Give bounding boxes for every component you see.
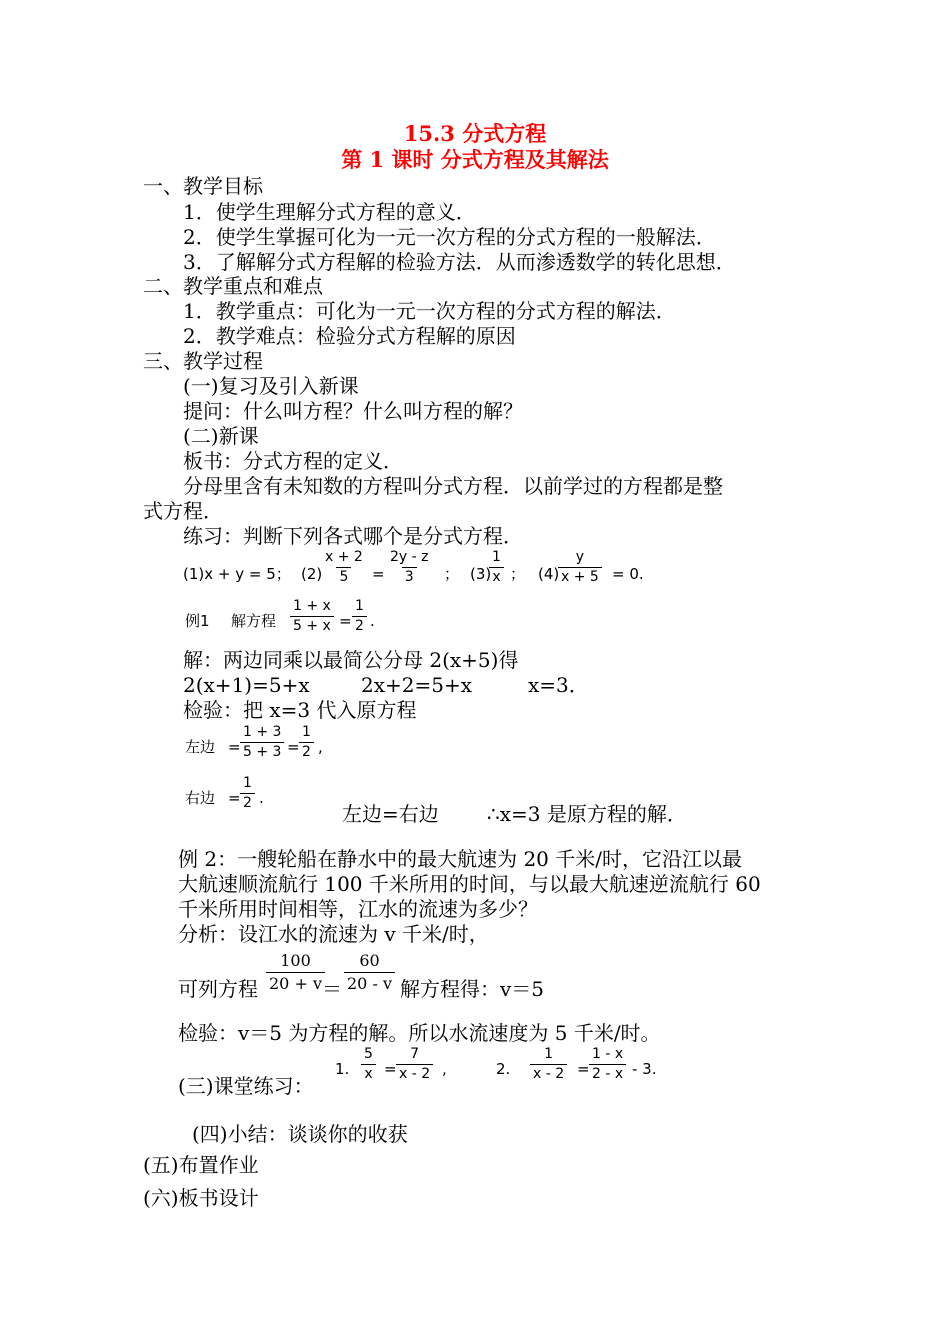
practice-number: 1. [335, 1060, 350, 1078]
board-design-line: (六)板书设计 [143, 1186, 259, 1210]
equals-sign: = [384, 1060, 397, 1078]
section-heading-keypoints: 二、教学重点和难点 [143, 274, 323, 298]
separator: ； [444, 565, 460, 583]
formula-1: (1)x + y = 5； [183, 565, 291, 583]
example2-line: 例 2：一艘轮船在静水中的最大航速为 20 千米/时，它沿江以最 [178, 847, 742, 871]
solution-step: 2x+2=5+x [361, 673, 473, 697]
board-text: 板书：分式方程的定义． [183, 449, 403, 473]
fraction: $\frac{5}{x}$ [361, 1046, 376, 1083]
equals-sign: ＝ [322, 977, 342, 1001]
solution-step: x=3． [528, 673, 589, 697]
definition-line: 式方程． [143, 499, 223, 523]
keypoint-item: 2．教学难点：检验分式方程解的原因 [183, 324, 516, 348]
exercise-prompt: 练习：判断下列各式哪个是分式方程． [183, 524, 523, 548]
summary-line: (四)小结：谈谈你的收获 [192, 1122, 408, 1146]
equals-sign: = [228, 789, 241, 807]
page-subtitle: 第 1 课时 分式方程及其解法 [341, 147, 609, 172]
practice-label: (三)课堂练习： [178, 1074, 314, 1098]
fraction: $\frac{2y - z}{3}$ [390, 549, 429, 585]
formula-tail: = 0. [612, 565, 644, 583]
example-label: 例1 [185, 612, 210, 630]
formula-label: (4) [538, 565, 560, 583]
example2-line: 千米所用时间相等，江水的流速为多少？ [178, 897, 538, 921]
check-line: 检验：把 x=3 代入原方程 [183, 698, 417, 722]
fraction: $\frac{1}{x - 2}$ [530, 1046, 567, 1083]
goal-item: 2．使学生掌握可化为一元一次方程的分式方程的一般解法． [183, 225, 716, 249]
fraction: $\frac{1 - x}{2 - x}$ [589, 1046, 626, 1083]
setup-label: 可列方程 [178, 977, 258, 1001]
fraction: $\frac{100}{20 + v}$ [266, 951, 325, 994]
verify-line: 检验：v＝5 为方程的解。所以水流速度为 5 千米/时。 [178, 1021, 661, 1045]
period: . [370, 612, 375, 630]
fraction: $\frac{1}{x}$ [489, 549, 504, 586]
equals-sign: = [339, 612, 352, 630]
fraction: $\frac{x + 2}{5}$ [325, 549, 363, 585]
section-heading-process: 三、教学过程 [143, 349, 263, 373]
goal-item: 1．使学生理解分式方程的意义． [183, 200, 476, 224]
formula-label: (3) [470, 565, 492, 583]
conclusion-left: 左边=右边 [342, 802, 439, 826]
fraction: $\frac{60}{20 - v}$ [344, 951, 395, 994]
fraction: $\frac{7}{x - 2}$ [396, 1046, 433, 1083]
formula-tail: - 3. [632, 1060, 657, 1078]
example-instruction: 解方程 [231, 612, 277, 630]
subsection-review: (一)复习及引入新课 [183, 374, 359, 398]
fraction: $\frac{1}{2}$ [352, 598, 367, 635]
fraction: $\frac{1}{2}$ [299, 724, 314, 761]
formula-label: (2) [301, 565, 323, 583]
fraction: $\frac{1 + x}{5 + x}$ [290, 598, 334, 635]
subsection-new-lesson: (二)新课 [183, 424, 259, 448]
result-text: 解方程得：v＝5 [400, 977, 545, 1001]
keypoint-item: 1．教学重点：可化为一元一次方程的分式方程的解法． [183, 299, 676, 323]
left-side-label: 左边 [185, 738, 216, 756]
period: . [259, 789, 264, 807]
equals-sign: = [577, 1060, 590, 1078]
fraction: $\frac{1 + 3}{5 + 3}$ [240, 724, 284, 761]
equals-sign: = [287, 738, 300, 756]
conclusion-right: ∴x=3 是原方程的解． [487, 802, 687, 826]
comma: , [442, 1060, 447, 1078]
analysis-line: 分析：设江水的流速为 v 千米/时， [178, 922, 489, 946]
separator: ； [510, 565, 526, 583]
comma: , [318, 738, 323, 756]
fraction: $\frac{1}{2}$ [240, 775, 255, 812]
solution-line: 解：两边同乘以最简公分母 2(x+5)得 [183, 648, 519, 672]
right-side-label: 右边 [185, 789, 216, 807]
section-heading-goals: 一、教学目标 [143, 174, 263, 198]
solution-step: 2(x+1)=5+x [183, 673, 310, 697]
goal-item: 3．了解解分式方程解的检验方法．从而渗透数学的转化思想． [183, 250, 736, 274]
equals-sign: = [372, 565, 385, 583]
definition-line: 分母里含有未知数的方程叫分式方程．以前学过的方程都是整 [183, 474, 723, 498]
practice-number: 2. [496, 1060, 511, 1078]
page-title: 15.3 分式方程 [403, 121, 547, 146]
question-text: 提问：什么叫方程？什么叫方程的解？ [183, 399, 523, 423]
homework-line: (五)布置作业 [143, 1153, 259, 1177]
example2-line: 大航速顺流航行 100 千米所用的时间，与以最大航速逆流航行 60 [178, 872, 761, 896]
equals-sign: = [228, 738, 241, 756]
fraction: $\frac{y}{x + 5}$ [558, 549, 602, 586]
